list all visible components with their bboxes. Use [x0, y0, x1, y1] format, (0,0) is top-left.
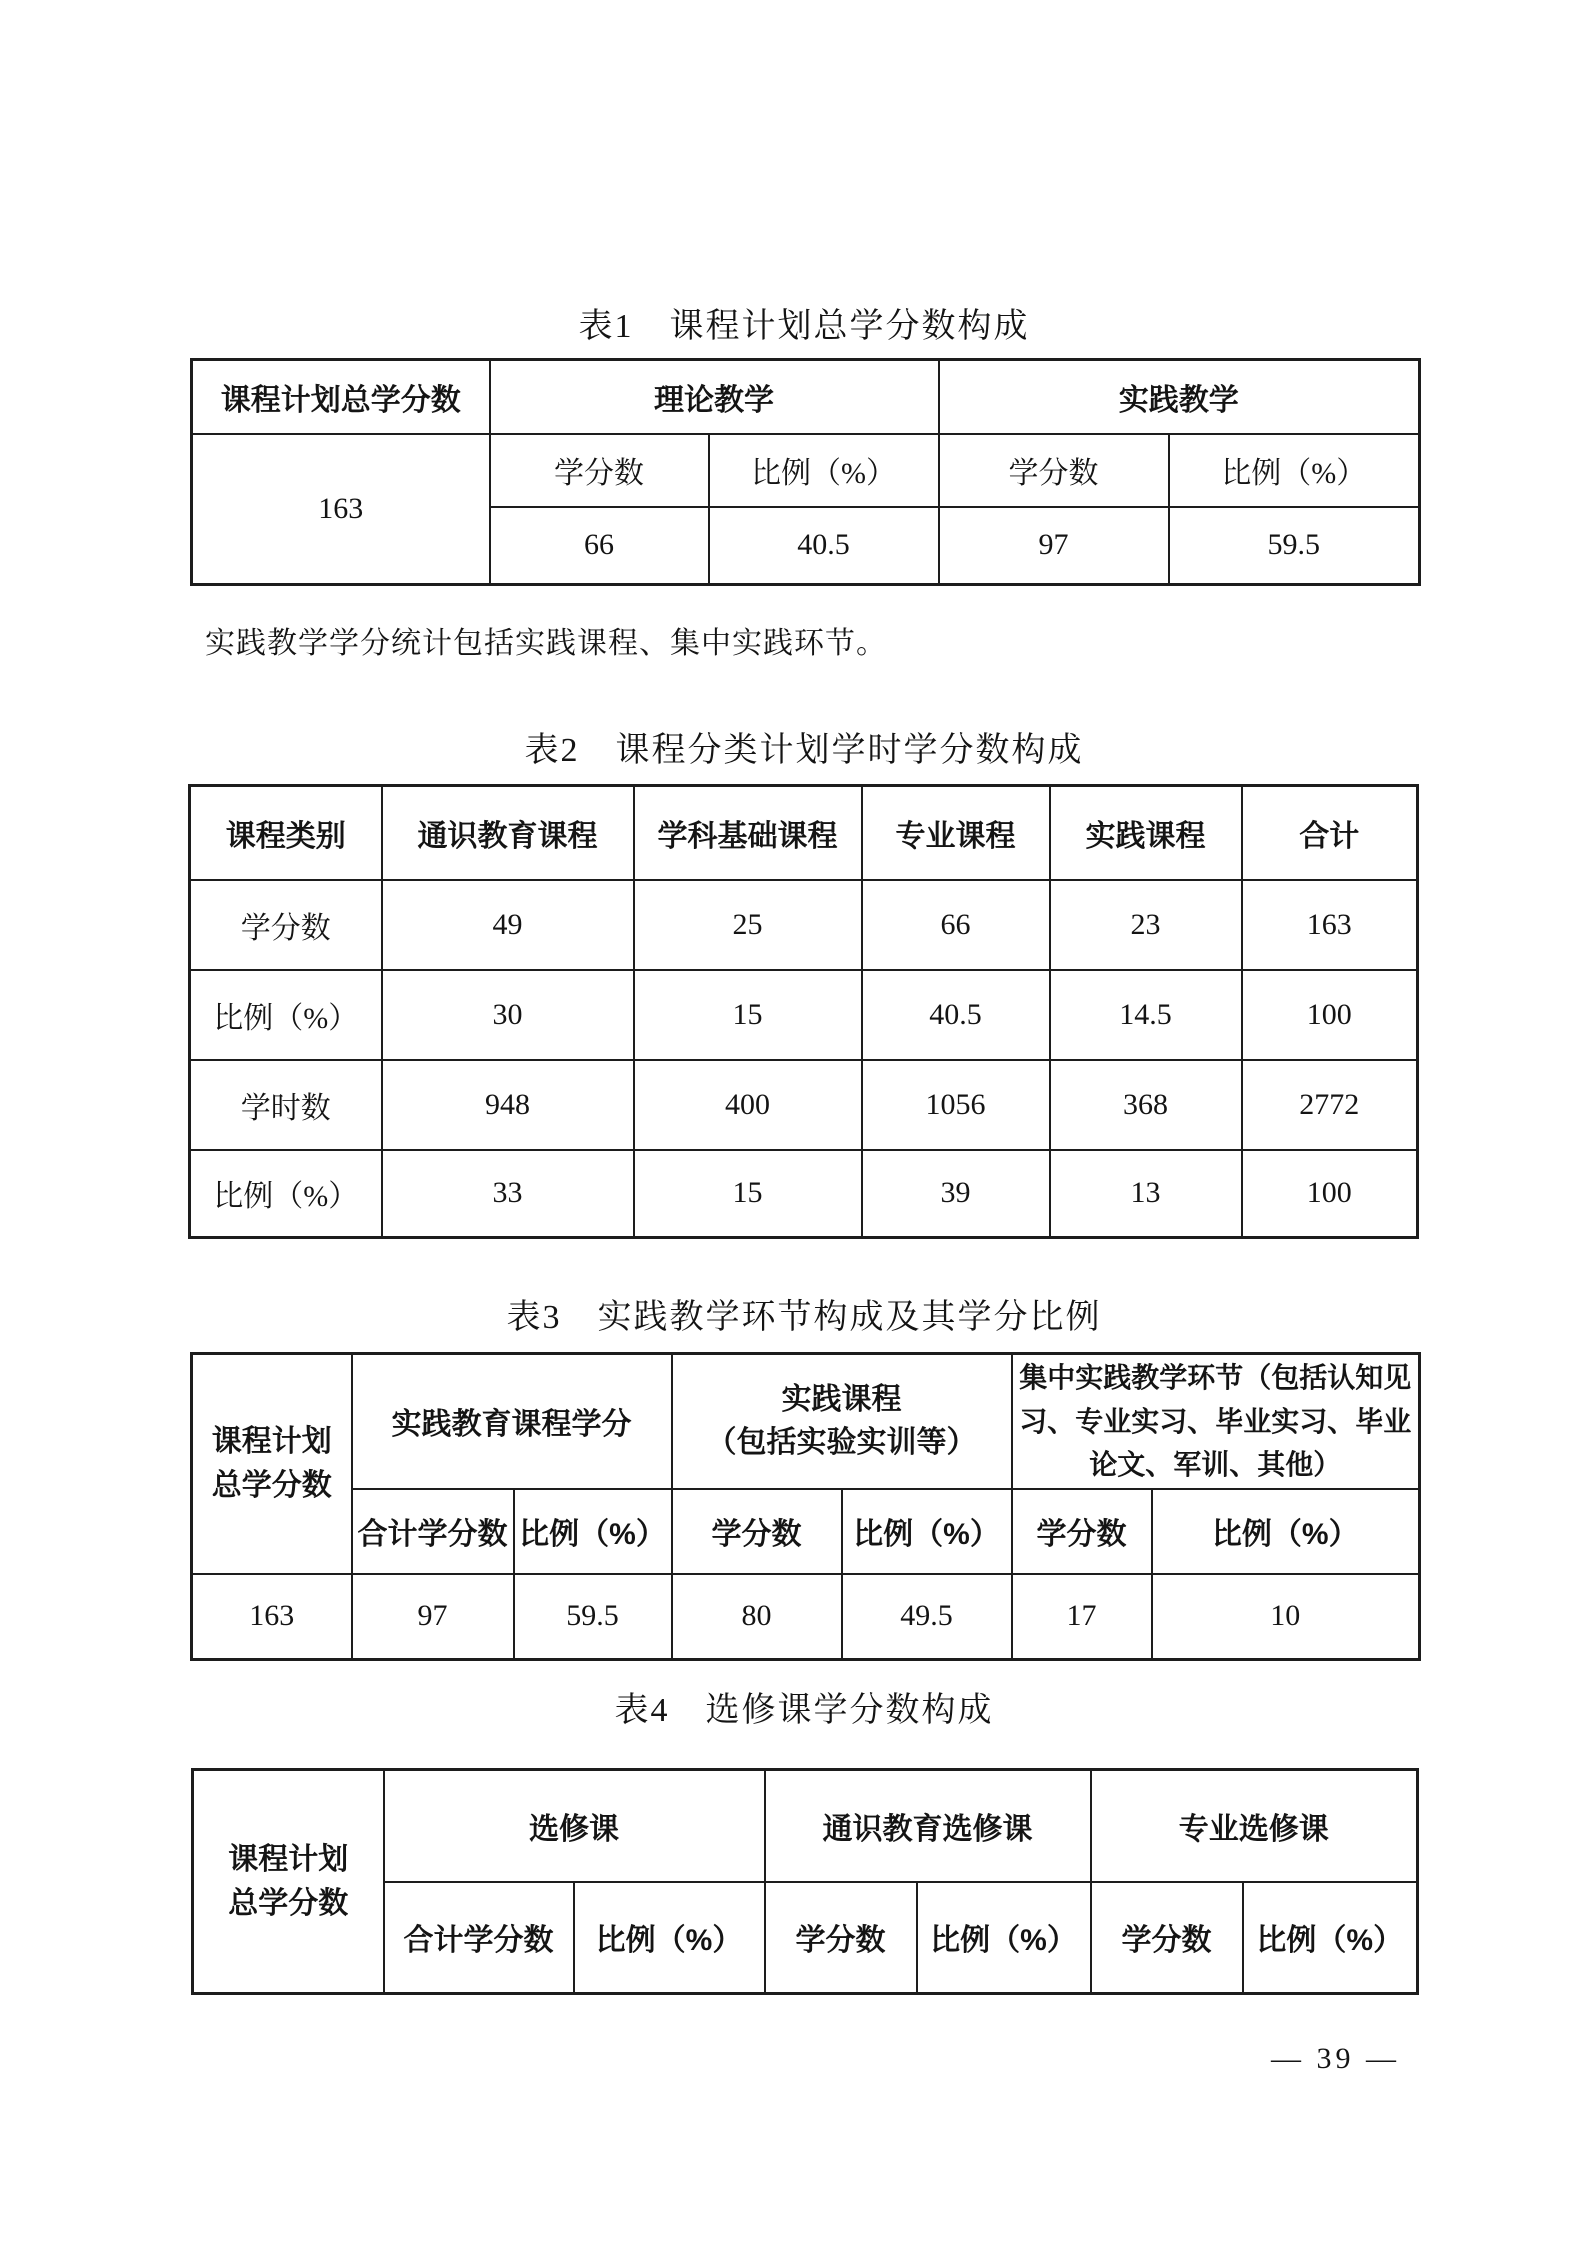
t2-cell: 13	[1050, 1150, 1242, 1238]
t3-subheader: 合计学分数	[352, 1489, 514, 1574]
t1-col1-header: 课程计划总学分数	[192, 360, 490, 434]
t2-header: 学科基础课程	[634, 786, 862, 880]
t3-subheader: 比例（%）	[842, 1489, 1012, 1574]
t2-header: 课程类别	[190, 786, 382, 880]
table-row	[190, 1150, 1418, 1238]
table-row	[192, 1574, 1420, 1660]
t3-subheader: 学分数	[672, 1489, 842, 1574]
t2-cell: 40.5	[862, 970, 1050, 1060]
t4-subheader: 学分数	[765, 1882, 917, 1994]
t1-value-cell: 40.5	[709, 507, 939, 585]
table3	[190, 1352, 1421, 1661]
t2-cell: 1056	[862, 1060, 1050, 1150]
t1-total-value: 163	[192, 434, 490, 585]
t3-group-concentrated: 集中实践教学环节（包括认知见习、专业实习、毕业实习、毕业论文、军训、其他）	[1012, 1354, 1420, 1489]
t2-header: 实践课程	[1050, 786, 1242, 880]
t2-row-label: 学分数	[190, 880, 382, 970]
t3-col1-header: 课程计划 总学分数	[192, 1354, 352, 1574]
t2-cell: 30	[382, 970, 634, 1060]
t4-subheader: 合计学分数	[384, 1882, 574, 1994]
t3-subheader: 学分数	[1012, 1489, 1152, 1574]
t2-header: 合计	[1242, 786, 1418, 880]
t2-header: 专业课程	[862, 786, 1050, 880]
t3-value-cell: 163	[192, 1574, 352, 1660]
t2-cell: 15	[634, 970, 862, 1060]
t1-value-cell: 66	[490, 507, 709, 585]
t1-group-theory: 理论教学	[490, 360, 939, 434]
t2-cell: 39	[862, 1150, 1050, 1238]
t3-group-practice-edu: 实践教育课程学分	[352, 1354, 672, 1489]
t3-value-cell: 17	[1012, 1574, 1152, 1660]
t3-subheader: 比例（%）	[1152, 1489, 1420, 1574]
t1-subheader: 学分数	[939, 434, 1169, 507]
t2-cell: 948	[382, 1060, 634, 1150]
t2-row-label: 比例（%）	[190, 1150, 382, 1238]
t3-value-cell: 49.5	[842, 1574, 1012, 1660]
t2-cell: 100	[1242, 970, 1418, 1060]
t3-value-cell: 59.5	[514, 1574, 672, 1660]
t2-row-label: 比例（%）	[190, 970, 382, 1060]
table4	[191, 1768, 1419, 1995]
t2-cell: 368	[1050, 1060, 1242, 1150]
t2-cell: 33	[382, 1150, 634, 1238]
table4-title: 表4 选修课学分数构成	[614, 1692, 994, 1729]
t4-group-general-elective: 通识教育选修课	[765, 1770, 1091, 1882]
t3-value-cell: 97	[352, 1574, 514, 1660]
t2-cell: 163	[1242, 880, 1418, 970]
t2-cell: 14.5	[1050, 970, 1242, 1060]
t4-group-elective: 选修课	[384, 1770, 765, 1882]
t2-cell: 15	[634, 1150, 862, 1238]
page-number: — 39 —	[1271, 2042, 1400, 2075]
table-row	[190, 1060, 1418, 1150]
t4-col1-header: 课程计划 总学分数	[193, 1770, 384, 1994]
t2-cell: 66	[862, 880, 1050, 970]
t1-value-cell: 59.5	[1169, 507, 1420, 585]
t3-value-cell: 10	[1152, 1574, 1420, 1660]
t1-subheader: 比例（%）	[709, 434, 939, 507]
t1-value-cell: 97	[939, 507, 1169, 585]
table2-title: 表2 课程分类计划学时学分数构成	[524, 732, 1084, 769]
t2-cell: 23	[1050, 880, 1242, 970]
t4-group-major-elective: 专业选修课	[1091, 1770, 1418, 1882]
t2-cell: 25	[634, 880, 862, 970]
t3-subheader: 比例（%）	[514, 1489, 672, 1574]
table-row	[190, 880, 1418, 970]
t4-subheader: 比例（%）	[1243, 1882, 1418, 1994]
t2-header: 通识教育课程	[382, 786, 634, 880]
table1-title: 表1 课程计划总学分数构成	[578, 308, 1030, 345]
t1-subheader: 比例（%）	[1169, 434, 1420, 507]
t2-cell: 100	[1242, 1150, 1418, 1238]
table1	[190, 358, 1421, 586]
t2-cell: 400	[634, 1060, 862, 1150]
t3-group-practice-course: 实践课程 （包括实验实训等）	[672, 1354, 1012, 1489]
t1-group-practice: 实践教学	[939, 360, 1420, 434]
t4-subheader: 学分数	[1091, 1882, 1243, 1994]
t4-subheader: 比例（%）	[917, 1882, 1091, 1994]
t2-row-label: 学时数	[190, 1060, 382, 1150]
t2-cell: 49	[382, 880, 634, 970]
table1-note: 实践教学学分统计包括实践课程、集中实践环节。	[205, 627, 887, 660]
table3-title: 表3 实践教学环节构成及其学分比例	[506, 1299, 1102, 1336]
t2-cell: 2772	[1242, 1060, 1418, 1150]
table2	[188, 784, 1419, 1239]
t1-subheader: 学分数	[490, 434, 709, 507]
table-row	[190, 970, 1418, 1060]
t4-subheader: 比例（%）	[574, 1882, 765, 1994]
t3-value-cell: 80	[672, 1574, 842, 1660]
